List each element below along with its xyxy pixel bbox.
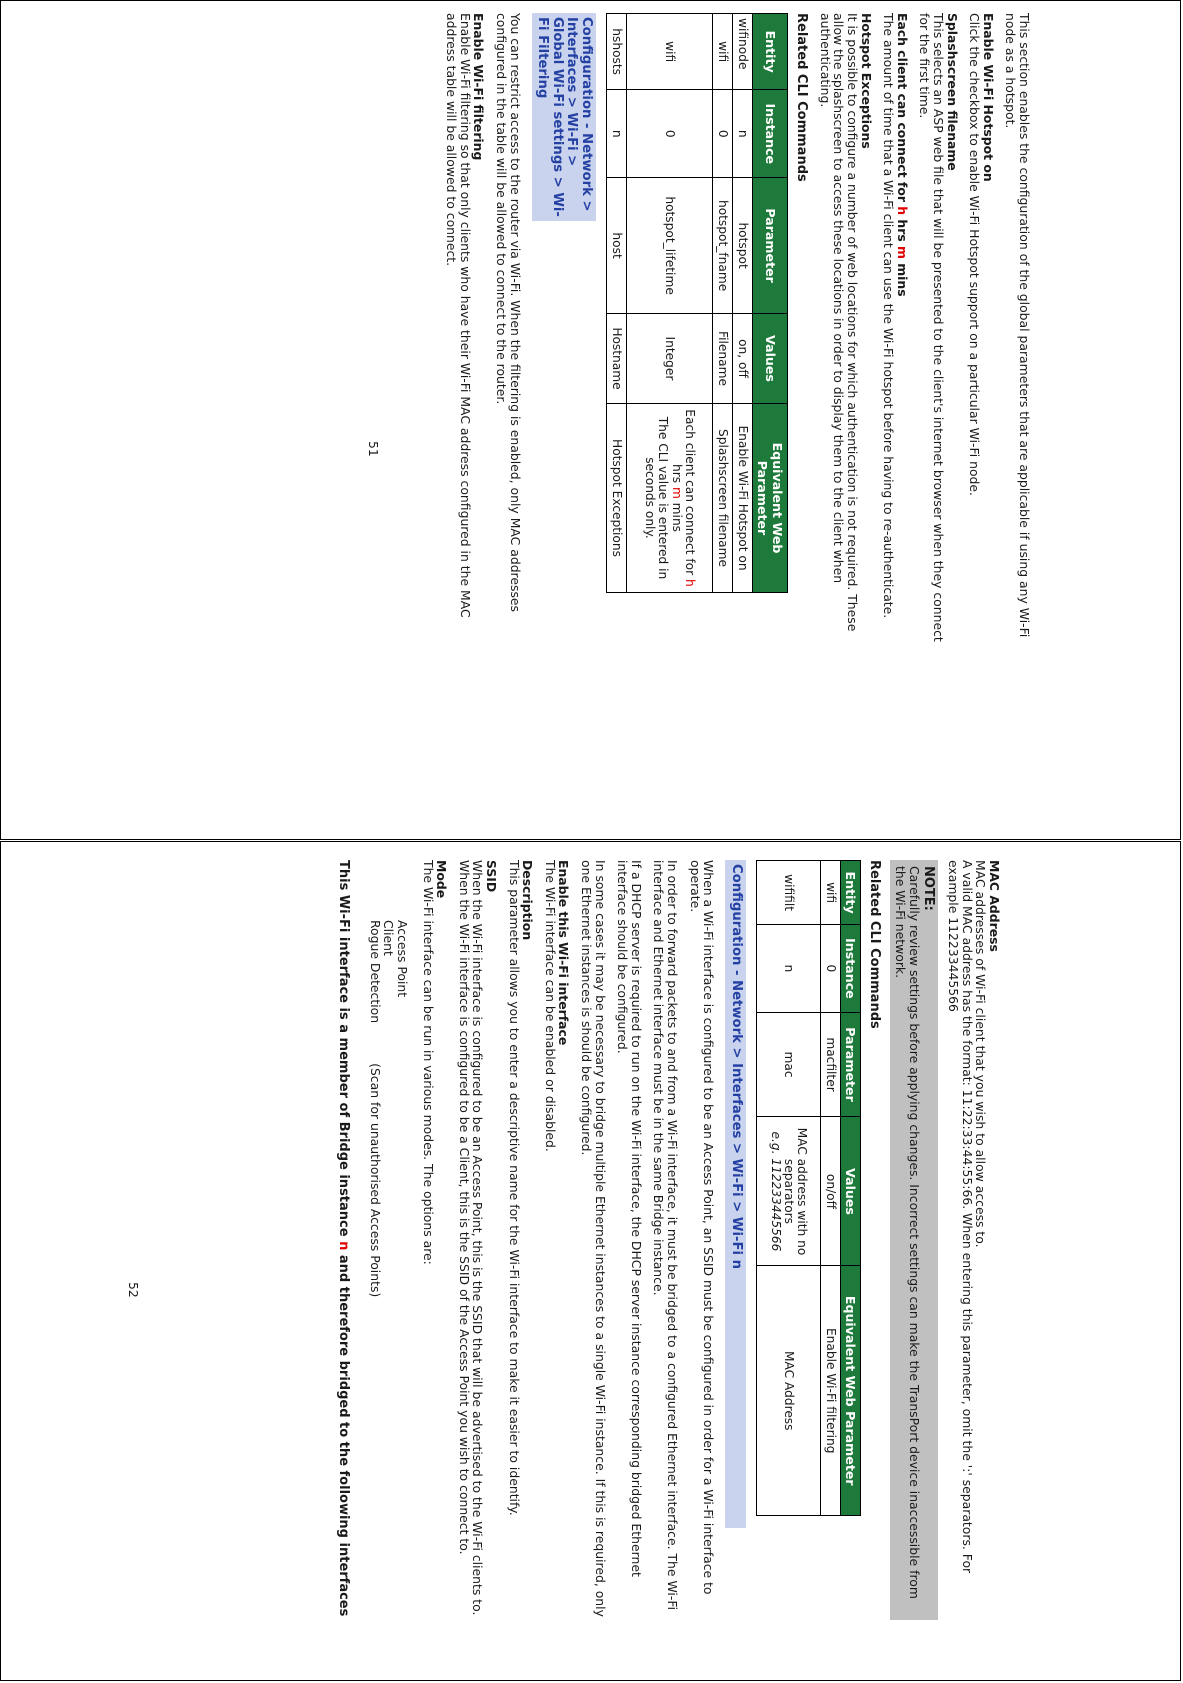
cell: wifi <box>712 14 732 90</box>
lifetime-d: The CLI value is entered in seconds only. <box>643 416 671 580</box>
mac-values-b: e.g. 112233445566 <box>768 1131 783 1252</box>
enable-hotspot-section <box>968 13 995 653</box>
filter-intro-text: You can restrict access to the router via Wi-Fi. When the filtering is enabled, only MAC addresses configured in the table will be allowed to connect to the router. <box>494 13 523 612</box>
cell: Enable Wi-Fi filtering <box>820 1266 840 1516</box>
cell: hotspot_lifetime <box>626 178 712 314</box>
cell: on/off <box>820 1117 840 1266</box>
cli-table-macfilter <box>756 860 861 1516</box>
related-cli-heading: Related CLI Commands <box>866 860 882 1029</box>
cell: host <box>606 178 626 314</box>
exceptions-text: It is possible to configure a number of web locations for which authentication is not required. These allow the splashscreen to access these locations in order to display them to the client when authenticating. <box>817 13 861 632</box>
closing-n: n <box>336 1241 352 1251</box>
config-heading-wifi-filtering: Configuration - Network > Interfaces > Wi-Fi > Global Wi-Fi settings > Wi-Fi Filtering <box>532 13 596 221</box>
mac-values-a: MAC address with no separators <box>781 1127 809 1256</box>
cell: Integer <box>626 313 712 403</box>
each-client-title-a: Each client can connect for <box>894 13 910 207</box>
enable-interface-section <box>543 860 570 1620</box>
cell: hshosts <box>606 14 626 90</box>
col-parameter: Parameter <box>753 178 788 314</box>
mode-section <box>421 860 448 1620</box>
table-row <box>606 14 626 593</box>
table-row <box>712 14 732 593</box>
ssid-section <box>457 860 498 1620</box>
col-values: Values <box>840 1117 860 1266</box>
splash-section <box>918 13 959 653</box>
related-cli-heading: Related CLI Commands <box>794 13 810 182</box>
mode-text: The Wi-Fi interface can be run in various modes. The options are: <box>420 860 436 1265</box>
wifi-p1: When a Wi-Fi interface is configured to be an Access Point, an SSID must be configured in order for a Wi-Fi interface to operate. <box>687 860 717 1595</box>
mac-text-2: A valid MAC address has the format: 11:22:33:44:55:66. When entering this parameter, omit the ':' separators. For example 112233445566 <box>946 860 975 1574</box>
ssid-title: SSID <box>484 860 500 893</box>
mac-title: MAC Address <box>987 860 1002 952</box>
cell: 0 <box>626 90 712 178</box>
cell: wififilt <box>756 861 820 925</box>
cell: 0 <box>820 925 840 1012</box>
cell: Enable Wi-Fi Hotspot on <box>733 404 753 593</box>
list-item <box>382 920 396 1620</box>
closing-b: and therefore bridged to the following interfaces <box>336 1250 352 1617</box>
exceptions-title: Hotspot Exceptions <box>858 13 874 149</box>
cell: MAC Address <box>756 1266 820 1516</box>
cell: wifi <box>626 14 712 90</box>
mode-option-access-point: Access Point <box>395 920 411 998</box>
cell: hotspot_fname <box>712 178 732 314</box>
col-entity: Entity <box>753 14 788 90</box>
enable-filter-text: Enable Wi-Fi filtering so that only clients who have their Wi-Fi MAC address configured in the MAC address table will be allowed to connect. <box>444 13 473 618</box>
enable-filter-section <box>445 13 486 653</box>
config-heading-wifi-n <box>725 860 746 1528</box>
cell: Splashscreen filename <box>712 404 732 593</box>
enable-hotspot-text: Click the checkbox to enable Wi-Fi Hotspot support on a particular Wi-Fi node. <box>967 13 983 496</box>
col-parameter: Parameter <box>840 1012 860 1117</box>
lifetime-a: Each client can connect for <box>682 409 697 579</box>
each-client-title <box>895 13 909 653</box>
list-item <box>368 920 382 1620</box>
cell: macfilter <box>820 1012 840 1117</box>
cell: wifi <box>820 861 840 925</box>
cell: mac <box>756 1012 820 1117</box>
page-51-content <box>436 13 1031 653</box>
description-title: Description <box>520 860 536 941</box>
table-row <box>733 14 753 593</box>
cell-mac-values <box>756 1117 820 1266</box>
cell: hotspot <box>733 178 753 314</box>
cell: Hostname <box>606 313 626 403</box>
splash-text: This selects an ASP web file that will be presented to the client's internet browser when they connect for the first time. <box>917 13 947 642</box>
col-entity: Entity <box>840 861 860 925</box>
cell: n <box>606 90 626 178</box>
each-client-section <box>882 13 909 653</box>
enable-interface-text: The Wi-Fi interface can be enabled or disabled. <box>542 860 558 1152</box>
each-client-title-c: mins <box>894 258 910 297</box>
each-client-title-b: hrs <box>894 215 910 247</box>
page-52-sheet <box>0 841 1181 1681</box>
table-row <box>820 861 840 1516</box>
lifetime-h: h <box>682 578 697 587</box>
page-number-51: 51 <box>366 441 381 457</box>
col-instance: Instance <box>840 925 860 1012</box>
table-row <box>626 14 712 593</box>
col-web-parameter: Equivalent Web Parameter <box>753 404 788 593</box>
cell: n <box>733 90 753 178</box>
exceptions-section <box>818 13 872 653</box>
note-title: NOTE: <box>920 866 936 911</box>
enable-filter-title: Enable Wi-Fi filtering <box>471 13 487 161</box>
note-text: Carefully review settings before applying changes. Incorrect settings can make the TransPort device inaccessible from the Wi-Fi network. <box>893 866 923 1599</box>
page-52-content <box>336 860 1001 1620</box>
enable-interface-title: Enable this Wi-Fi interface <box>556 860 572 1046</box>
mode-option-client: Client <box>381 920 397 956</box>
splash-title: Splashscreen filename <box>944 13 960 171</box>
lifetime-m: m <box>669 486 684 499</box>
col-values: Values <box>753 313 788 403</box>
wifi-p3: If a DHCP server is required to run on the Wi-Fi interface, the DHCP server instance corresponding bridged Ethernet interface should be configured. <box>615 860 644 1577</box>
lifetime-b: hrs <box>669 463 684 487</box>
description-section <box>507 860 534 1620</box>
wifi-p2: In order to forward packets to and from a Wi-Fi interface, it must be bridged to a configured Ethernet interface. The Wi-Fi interface and Ethernet interface must be in the same Bridge instance. <box>651 860 680 1611</box>
mac-text-1: MAC addresses of Wi-Fi client that you wish to allow access to. <box>973 860 989 1248</box>
cell: wifinode <box>733 14 753 90</box>
col-web-parameter: Equivalent Web Parameter <box>840 1266 860 1516</box>
cell: 0 <box>712 90 732 178</box>
page-51-sheet <box>0 0 1181 840</box>
cell: Hotspot Exceptions <box>606 404 626 593</box>
each-client-h: h <box>894 206 910 216</box>
table-header-row <box>840 861 860 1516</box>
config-head-n: n <box>728 1259 744 1269</box>
lifetime-c: mins <box>669 498 684 533</box>
intro-text: This section enables the configuration of the global parameters that are applicable if using any Wi-Fi node as a hotspot. <box>1003 13 1032 638</box>
cell: Filename <box>712 313 732 403</box>
cell-lifetime <box>626 404 712 593</box>
col-instance: Instance <box>753 90 788 178</box>
table-header-row <box>753 14 788 593</box>
cell: on, off <box>733 313 753 403</box>
mode-options-list <box>368 860 409 1620</box>
note-box <box>890 860 938 1620</box>
each-client-m: m <box>894 246 910 259</box>
closing-a: This Wi-Fi interface is a member of Bridge instance <box>336 860 352 1242</box>
mac-section <box>947 860 1001 1620</box>
config-head-a: Configuration - Network > Interfaces > Wi-Fi > Wi-Fi <box>728 864 744 1260</box>
wifi-p4: In some cases it may be necessary to bridge multiple Ethernet instances to a single Wi-Fi instance. If this is required, only one Ethernet instances is should be configured. <box>578 860 608 1617</box>
page-number-52: 52 <box>126 1282 141 1298</box>
table-row <box>756 861 820 1516</box>
description-text: This parameter allows you to enter a descriptive name for the Wi-Fi interface to make it easier to identify. <box>506 860 522 1516</box>
cli-table-hotspot <box>606 13 789 593</box>
mode-title: Mode <box>434 860 450 899</box>
enable-hotspot-title: Enable Wi-Fi Hotspot on <box>980 13 996 182</box>
list-item <box>395 920 409 1620</box>
mode-option-rogue: Rogue Detection <box>367 920 383 1024</box>
mode-rogue-note: (Scan for unauthorised Access Points) <box>367 1063 383 1298</box>
cell: n <box>756 925 820 1012</box>
bridge-closing-text <box>336 860 351 1620</box>
ssid-text: When the Wi-Fi interface is configured to be an Access Point, this is the SSID that will be advertised to the Wi-Fi clients to. When the Wi-Fi interface is configured to be a Client, this is the SSID of the Access Point you wish to connect to. <box>456 860 486 1616</box>
each-client-text: The amount of time that a Wi-Fi client can use the Wi-Fi hotspot before having to re-authenticate. <box>881 13 897 619</box>
